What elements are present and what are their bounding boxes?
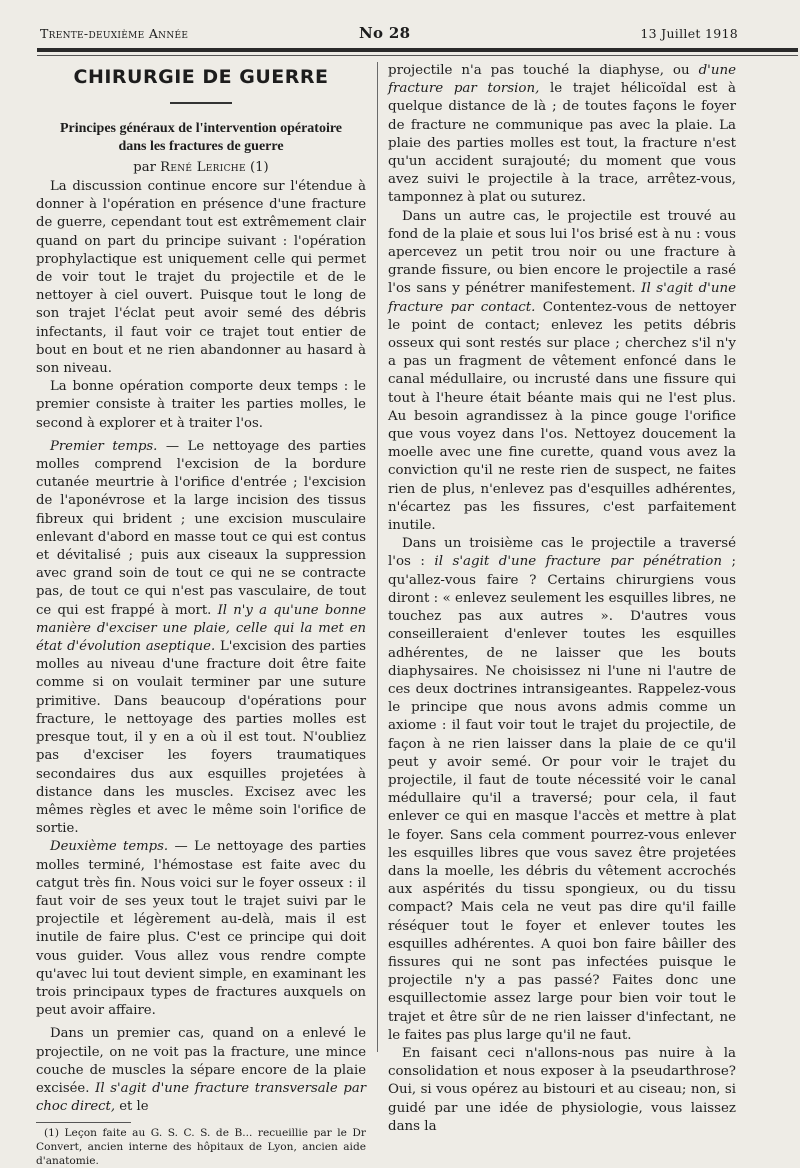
paragraph: La discussion continue encore sur l'étendue à donner à l'opération en présence d'une fracture de guerre, cependant tout est extrêmement clair quand on part du principe suivant : l'opération prophylactique est uniquement celle qui permet de voir tout le trajet du projectile et de le nettoyer à ciel ouvert. Puisque tout le long de son trajet l'éclat peut avoir semé des débris infectants, il faut voir ce trajet tout entier de bout en bout et ne rien abandonner au hasard à son niveau.	[36, 179, 366, 377]
paragraph: La bonne opération comporte deux temps : le premier consiste à traiter les parties molles, le second à explorer et à traiter l'os.	[36, 379, 366, 431]
paragraph: Premier temps. — Le nettoyage des parties molles comprend l'excision de la bordure cutanée meurtrie à l'orifice d'entrée ; l'excision de l'aponévrose et la large incision des tissus fibreux qui brident ; une excision musculaire enlevant d'abord en masse tout ce qui est contus et dévitalisé ; puis aux ciseaux la suppression avec grand soin de tout ce qui ne se contracte pas, de tout ce qui n'est pas vasculaire, de tout ce qui est frappé à mort. Il n'y a qu'une bonne manière d'exciser une plaie, celle qui la met en état d'évolution aseptique. L'excision des parties molles au niveau d'une fracture doit être faite comme si on voulait terminer par une suture primitive. Dans beaucoup d'opérations pour fracture, le nettoyage des parties molles est presque tout, il y en a où il est tout. N'oubliez pas d'exciser les foyers traumatiques secondaires dus aux esquilles projetées à distance dans les muscles. Excisez avec les mêmes règles et avec le même soin l'orifice de sortie.	[36, 438, 366, 837]
paragraph: projectile n'a pas touché la diaphyse, ou d'une fracture par torsion, le trajet hélicoïdal est à quelque distance de là ; de toutes façons le foyer de fracture ne communique pas avec la plaie. La plaie des parties molles est tout, la fracture n'est qu'un accident surajouté; du moment que vous avez suivi le projectile à la trace, arrêtez-vous, tamponnez à plat ou suturez.	[388, 63, 736, 206]
paragraph: Dans un premier cas, quand on a enlevé le projectile, on ne voit pas la fracture, une mince couche de muscles la sépare encore de la plaie excisée. Il s'agit d'une fracture transversale par choc direct, et le	[36, 1026, 367, 1115]
header-year: Trente-deuxième Année	[40, 26, 189, 41]
section-title: CHIRURGIE DE GUERRE	[73, 66, 329, 88]
italic-quote: Il n'y a qu'une bonne manière d'exciser une plaie, celle qui la met en état d'évolution aseptique.	[36, 602, 366, 655]
paragraph: Dans un troisième cas le projectile a traversé l'os : il s'agit d'une fracture par pénétration ; qu'allez-vous faire ? Certains chirurgiens vous diront : « enlevez seulement les esquilles libres, ne touchez pas aux autres ». D'autres vous conseilleraient d'enlever toutes les esquilles adhérentes, de ne laisser que les bouts diaphysaires. Ne choisissez ni l'une ni l'autre de ces deux doctrines intransigeantes. Rappelez-vous le principe que nous avons admis comme un axiome : il faut voir tout le trajet du projectile, de façon à ne rien laisser dans la plaie de ce qu'il peut y avoir semé. Or pour voir le trajet du projectile, il faut de toute nécessité voir le canal médullaire qu'il a traversé; pour cela, il faut enlever ce qui en masque l'accès et mettre à plat le foyer. Sans cela comment pourrez-vous enlever les esquilles libres que vous savez être projetées dans la moelle, les débris du vêtement accrochés aux aspérités du tissu spongieux, ou du tissu compact? Mais cela ne veut pas dire qu'il faille réséquer tout le foyer et enlever toutes les esquilles adhérentes. A quoi bon faire bâiller des fissures qui ne sont pas infectées puisque le projectile n'y a pas passé? Faites donc une esquillectomie assez large pour bien voir tout le trajet et être sûr de ne rien laisser d'infectant, ne le faites pas plus large qu'il ne faut.	[388, 536, 736, 1043]
byline-prefix: par	[133, 160, 156, 175]
footnote-marker: (1)	[250, 160, 269, 175]
premier-temps-label: Premier temps.	[50, 438, 158, 454]
issue-date: 13 Juillet 1918	[640, 26, 738, 41]
author-name: René Leriche	[160, 160, 246, 175]
footnote-rule	[36, 1122, 131, 1123]
title-divider	[170, 102, 232, 104]
page-header	[40, 24, 738, 44]
italic-phrase: il s'agit d'une fracture par pénétration	[434, 554, 722, 570]
article-title-line2: dans les fractures de guerre	[118, 139, 284, 154]
footnote: (1) Leçon faite au G. S. C. S. de B... recueillie par le Dr Convert, ancien interne des hôpitaux de Lyon, ancien aide d'anatomie.	[36, 1127, 366, 1168]
byline	[36, 159, 366, 177]
italic-phrase: Il s'agit d'une fracture par contact.	[388, 281, 736, 315]
right-column	[388, 62, 736, 1136]
italic-phrase: Il s'agit d'une fracture transversale par choc direct,	[36, 1080, 367, 1115]
article-title	[36, 120, 366, 156]
column-divider	[377, 62, 378, 1052]
header-rule-thick	[37, 48, 798, 52]
header-rule-thin	[37, 55, 798, 56]
deuxieme-temps-label: Deuxième temps.	[50, 839, 169, 855]
paragraph: Dans un autre cas, le projectile est trouvé au fond de la plaie et sous lui l'os brisé est à nu : vous apercevez un petit trou noir ou une fracture à grande fissure, ou bien encore le projectile a rasé l'os sans y pénétrer manifestement. Il s'agit d'une fracture par contact. Contentez-vous de nettoyer le point de contact; enlevez les petits débris osseux qui sont restés sur place ; cherchez s'il n'y a pas un fragment de vêtement enfoncé dans le canal médullaire, ou incrusté dans une fissure qui tout à l'heure était béante mais qui ne l'est plus. Au besoin agrandissez à la pince gouge l'orifice que vous voyez dans l'os. Nettoyez doucement la moelle avec une fine curette, quand vous avez la conviction qu'il ne reste rien de suspect, ne faites rien de plus, n'enlevez pas d'esquilles adhérentes, n'écartez pas les fissures, c'est parfaitement inutile.	[388, 208, 736, 534]
left-column	[36, 62, 366, 1168]
paragraph: Deuxième temps. — Le nettoyage des parties molles terminé, l'hémostase est faite avec du catgut très fin. Nous voici sur le foyer osseux : il faut voir de ses yeux tout le trajet suivi par le projectile et légèrement au-delà, mais il est inutile de faire plus. C'est ce principe qui doit vous guider. Vous allez vous rendre compte qu'avec lui tout devient simple, en examinant les trois principaux types de fractures auxquels on peut avoir affaire.	[36, 839, 366, 1019]
issue-number: No 28	[359, 24, 411, 42]
article-title-line1: Principes généraux de l'intervention opératoire	[59, 121, 343, 136]
paragraph: En faisant ceci n'allons-nous pas nuire à la consolidation et nous exposer à la pseudarthrose? Oui, si vous opérez au bistouri et au ciseau; non, si guidé par une idée de physiologie, vous laissez dans la	[388, 1045, 736, 1134]
italic-phrase: d'une fracture par torsion,	[388, 63, 736, 97]
